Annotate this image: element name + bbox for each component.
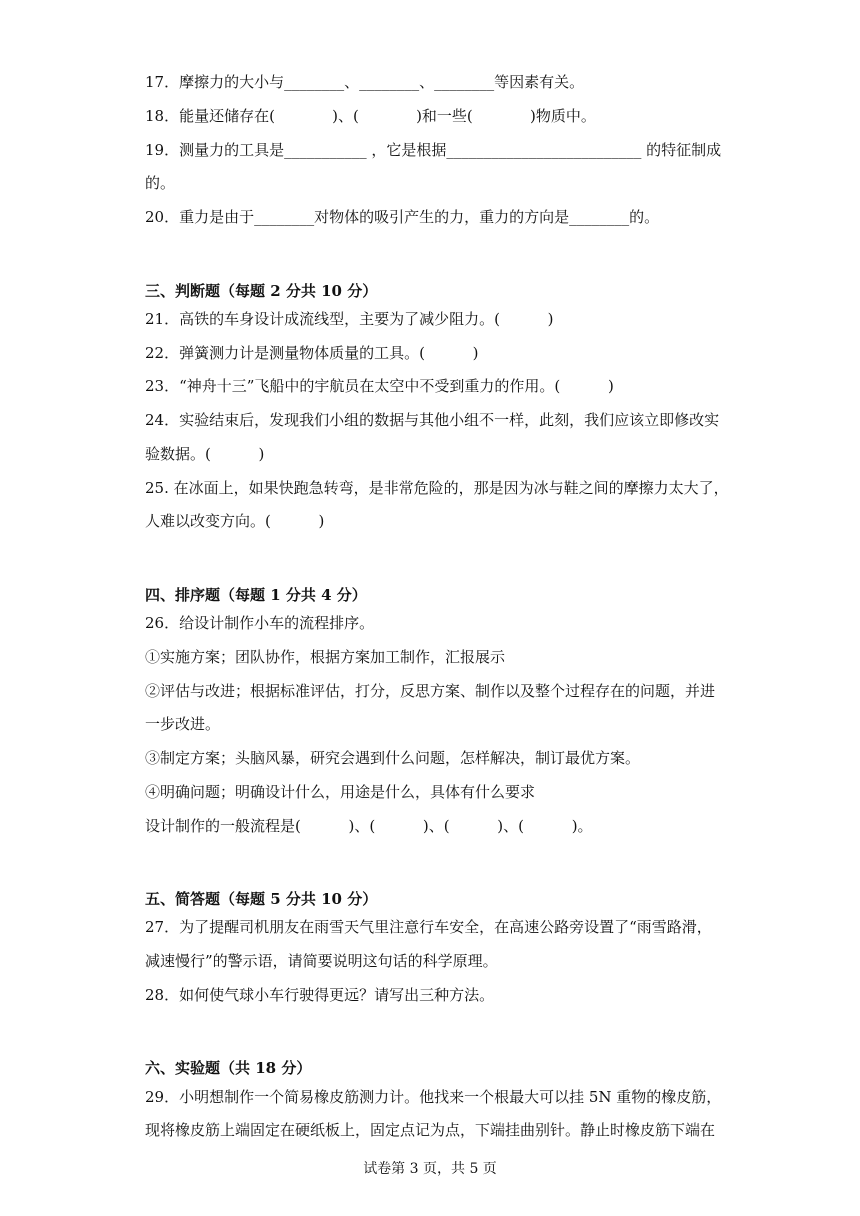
section-heading-experiment: 六、实验题（共 18 分） — [145, 1059, 312, 1077]
question-23: 23．“神舟十三”飞船中的宇航员在太空中不受到重力的作用。( ) — [145, 377, 614, 395]
option-3: ③制定方案；头脑风暴，研究会遇到什么问题，怎样解决，制订最优方案。 — [145, 749, 641, 767]
question-28: 28．如何使气球小车行驶得更远？请写出三种方法。 — [145, 986, 495, 1004]
option-2: ②评估与改进；根据标准评估，打分，反思方案、制作以及整个过程存在的问题，并进 — [145, 682, 716, 700]
question-19: 19．测量力的工具是___________ ，它是根据__________________________ 的特征制成 — [145, 141, 722, 159]
question-29-cont: 现将橡皮筋上端固定在硬纸板上，固定点记为点，下端挂曲别针。静止时橡皮筋下端在 — [145, 1121, 716, 1139]
question-29: 29．小明想制作一个简易橡皮筋测力计。他找来一个根最大可以挂 5N 重物的橡皮筋， — [145, 1088, 722, 1106]
option-2-cont: 一步改进。 — [145, 715, 221, 733]
question-20: 20．重力是由于________对物体的吸引产生的力，重力的方向是________的。 — [145, 208, 660, 226]
question-26-answer-line: 设计制作的一般流程是( )、( )、( )、( )。 — [145, 817, 593, 835]
option-4: ④明确问题；明确设计什么，用途是什么，具体有什么要求 — [145, 783, 536, 801]
question-19-cont: 的。 — [145, 174, 176, 192]
page-footer: 试卷第 3 页，共 5 页 — [363, 1161, 497, 1177]
question-24-cont: 验数据。( ) — [145, 445, 265, 463]
question-25: 25. 在冰面上，如果快跑急转弯，是非常危险的，那是因为冰与鞋之间的摩擦力太大了， — [145, 479, 729, 497]
question-25-cont: 人难以改变方向。( ) — [145, 512, 325, 530]
section-heading-short-answer: 五、简答题（每题 5 分共 10 分） — [145, 890, 378, 908]
question-27: 27．为了提醒司机朋友在雨雪天气里注意行车安全，在高速公路旁设置了“雨雪路滑， — [145, 918, 712, 936]
option-1: ①实施方案；团队协作，根据方案加工制作，汇报展示 — [145, 648, 506, 666]
question-21: 21．高铁的车身设计成流线型，主要为了减少阻力。( ) — [145, 310, 554, 328]
question-24: 24．实验结束后，发现我们小组的数据与其他小组不一样，此刻，我们应该立即修改实 — [145, 411, 720, 429]
question-22: 22．弹簧测力计是测量物体质量的工具。( ) — [145, 344, 479, 362]
section-heading-ordering: 四、排序题（每题 1 分共 4 分） — [145, 586, 367, 604]
section-heading-judgement: 三、判断题（每题 2 分共 10 分） — [145, 282, 378, 300]
question-26: 26．给设计制作小车的流程排序。 — [145, 614, 375, 632]
question-27-cont: 减速慢行”的警示语，请简要说明这句话的科学原理。 — [145, 952, 498, 970]
question-18: 18．能量还储存在( )、( )和一些( )物质中。 — [145, 107, 596, 125]
question-17: 17．摩擦力的大小与________、________、________等因素有关。 — [145, 73, 585, 91]
